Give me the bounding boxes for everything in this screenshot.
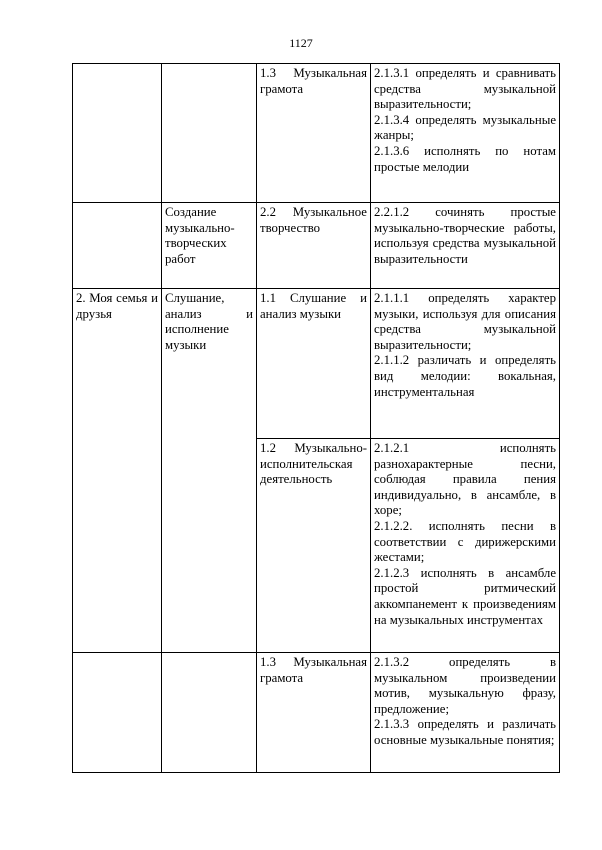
section-cell: 2. Моя семья и друзья [73,289,162,653]
objectives-cell [371,289,560,439]
objective-item: 2.1.3.6 исполнять по нотам простые мелодии [374,143,556,174]
table-row [73,653,560,773]
subsection-cell [162,64,257,203]
objectives-cell [371,653,560,773]
topic-cell: 2.2 Музыкальное творчество [257,203,371,289]
objective-item: 2.2.1.2 сочинять простые музыкально-творческие работы, используя средства музыкальной выразительности [374,205,556,266]
objective-item: 2.1.1.2 различать и определять вид мелодии: вокальная, инструментальная [374,353,556,399]
objective-item: 2.1.3.4 определять музыкальные жанры; [374,112,556,143]
subsection-cell [162,653,257,773]
section-cell [73,203,162,289]
objective-item: 2.1.3.1 определять и сравнивать средства музыкальной выразительности; [374,66,556,112]
objective-item: 2.1.3.2 определять в музыкальном произведении мотив, музыкальную фразу, предложение; [374,655,556,716]
subsection-cell: Создание музыкально-творческих работ [162,203,257,289]
topic-cell: 1.3 Музыкальная грамота [257,64,371,203]
table-row [73,64,560,203]
objectives-cell [371,64,560,203]
topic-cell: 1.1 Слушание и анализ музыки [257,289,371,439]
curriculum-table [72,63,560,773]
section-cell [73,64,162,203]
topic-cell: 1.2 Музыкально-исполнительская деятельность [257,439,371,653]
objectives-cell [371,203,560,289]
topic-cell: 1.3 Музыкальная грамота [257,653,371,773]
objective-item: 2.1.1.1 определять характер музыки, используя для описания средства музыкальной выразительности; [374,291,556,352]
objective-item: 2.1.2.1 исполнять разнохарактерные песни, соблюдая правила пения индивидуально, в ансамбле, в хоре; [374,441,556,518]
objective-item: 2.1.3.3 определять и различать основные музыкальные понятия; [374,717,556,747]
objectives-cell [371,439,560,653]
objective-item: 2.1.2.3 исполнять в ансамбле простой ритмический аккомпанемент к произведениям на музыкальных инструментах [374,565,556,627]
section-cell [73,653,162,773]
table-row [73,203,560,289]
page-number: 1127 [289,36,313,50]
table-row [73,289,560,439]
subsection-cell: Слушание, анализ и исполнение музыки [162,289,257,653]
objective-item: 2.1.2.2. исполнять песни в соответствии с дирижерскими жестами; [374,518,556,565]
